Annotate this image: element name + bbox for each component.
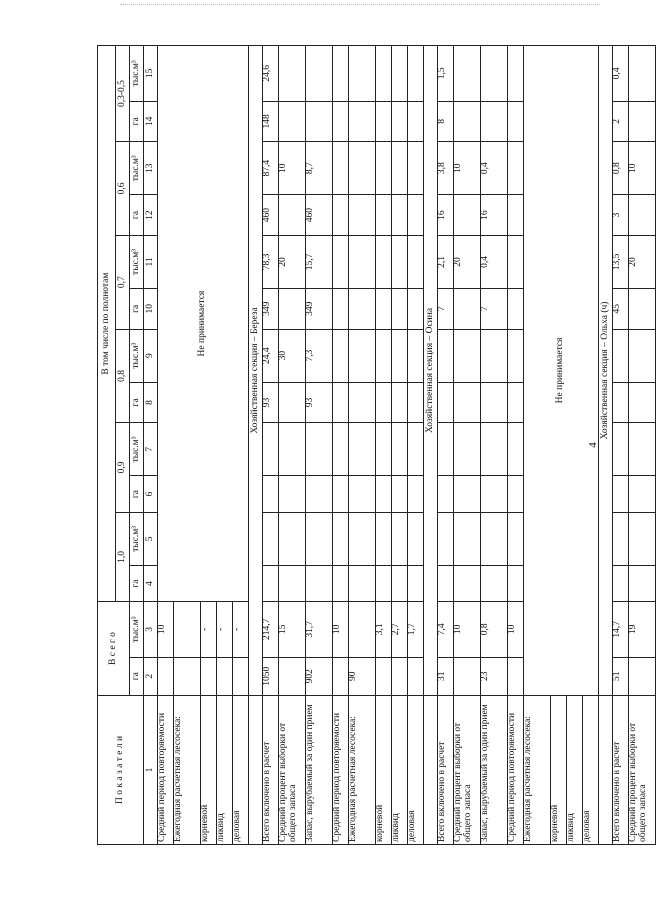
unit-volume-header: тыс.м³ <box>130 46 144 102</box>
table-row <box>392 46 408 845</box>
table-cell <box>349 235 376 288</box>
table-cell <box>508 512 524 565</box>
table-cell <box>454 382 481 422</box>
table-cell <box>279 476 306 512</box>
table-row <box>629 46 656 845</box>
table-cell: 90 <box>349 657 376 695</box>
table-cell: 7 <box>438 289 454 329</box>
row-label: деловая <box>408 695 424 844</box>
row-label: Запас, вырубаемый за один прием <box>306 695 333 844</box>
table-cell <box>263 565 279 601</box>
column-number: 1 <box>144 695 158 844</box>
table-cell <box>279 565 306 601</box>
table-cell <box>408 101 424 141</box>
table-cell: 20 <box>279 235 306 288</box>
table-cell <box>438 382 454 422</box>
row-label: Всего включено в расчет <box>613 695 629 844</box>
table-cell: 23 <box>481 657 508 695</box>
table-row <box>349 46 376 845</box>
table-cell <box>408 235 424 288</box>
table-row <box>454 46 481 845</box>
table-cell: 93 <box>306 382 333 422</box>
table-cell <box>408 565 424 601</box>
column-number: 9 <box>144 329 158 382</box>
table-cell <box>376 195 392 235</box>
density-header: 0,7 <box>116 235 130 329</box>
table-cell <box>306 476 333 512</box>
table-cell <box>454 657 481 695</box>
table-cell <box>349 46 376 102</box>
table-cell <box>349 329 376 382</box>
table-cell <box>629 565 656 601</box>
table-cell <box>376 657 392 695</box>
table-cell <box>408 382 424 422</box>
table-cell <box>306 46 333 102</box>
table-cell <box>408 46 424 102</box>
section-title: Хозяйственная секция – Береза <box>249 46 263 696</box>
table-cell <box>306 512 333 565</box>
table-row <box>263 46 279 845</box>
table-row <box>438 46 454 845</box>
row-label: Всего включено в расчет <box>263 695 279 844</box>
indicators-header: П о к а з а т е л и <box>98 695 144 844</box>
table-cell: 0,4 <box>481 235 508 288</box>
table-cell <box>376 101 392 141</box>
table-cell <box>201 657 217 695</box>
row-label: корневой <box>376 695 392 844</box>
table-row <box>524 46 551 845</box>
density-header: 1,0 <box>116 512 130 601</box>
table-cell <box>392 423 408 476</box>
page-number: 4 <box>587 442 599 448</box>
table-cell <box>629 329 656 382</box>
table-cell <box>454 195 481 235</box>
table-cell <box>454 46 481 102</box>
total-header: В с е г о <box>98 602 130 696</box>
table-cell <box>376 329 392 382</box>
table-cell: 19 <box>629 602 656 657</box>
density-header: 0,3-0,5 <box>116 46 130 142</box>
table-cell <box>392 142 408 195</box>
table-cell: 10 <box>454 142 481 195</box>
table-row <box>333 46 349 845</box>
table-cell <box>629 46 656 102</box>
table-cell <box>613 476 629 512</box>
table-cell: 15 <box>279 602 306 657</box>
table-row <box>481 46 508 845</box>
table-cell <box>279 289 306 329</box>
table-cell: 10 <box>279 142 306 195</box>
table-row <box>508 46 524 845</box>
table-cell <box>158 657 174 695</box>
rotated-table-wrapper <box>97 45 648 845</box>
table-cell: 1,5 <box>438 46 454 102</box>
table-cell <box>392 382 408 422</box>
row-label: Средний период повторяемости <box>158 695 174 844</box>
table-cell: 30 <box>279 329 306 382</box>
table-cell <box>376 46 392 102</box>
row-label: ликвид <box>392 695 408 844</box>
row-label: Средний процент выборки от общего запаса <box>454 695 481 844</box>
table-cell: 87,4 <box>263 142 279 195</box>
table-cell <box>392 565 408 601</box>
table-cell: 78,3 <box>263 235 279 288</box>
table-cell <box>613 382 629 422</box>
table-cell <box>454 512 481 565</box>
scan-artifact <box>120 4 600 6</box>
table-cell <box>438 565 454 601</box>
table-cell <box>333 142 349 195</box>
column-number: 10 <box>144 289 158 329</box>
table-cell <box>263 512 279 565</box>
table-cell <box>481 329 508 382</box>
unit-ha-header: га <box>130 657 144 695</box>
table-cell: 45 <box>613 289 629 329</box>
table-cell <box>279 195 306 235</box>
table-cell <box>333 565 349 601</box>
table-cell <box>629 382 656 422</box>
table-cell <box>174 602 201 657</box>
table-cell <box>408 195 424 235</box>
table-cell <box>629 101 656 141</box>
table-cell <box>376 235 392 288</box>
column-number: 3 <box>144 602 158 657</box>
table-cell <box>481 423 508 476</box>
table-cell <box>333 46 349 102</box>
table-cell <box>263 476 279 512</box>
row-label: Средний период повторяемости <box>333 695 349 844</box>
table-cell <box>333 329 349 382</box>
row-label: деловая <box>233 695 249 844</box>
by-density-header: В том числе по полнотам <box>98 46 116 602</box>
table-row <box>158 46 174 845</box>
table-cell <box>508 382 524 422</box>
table-cell: 460 <box>306 195 333 235</box>
table-cell: 3,1 <box>376 602 392 657</box>
table-cell <box>508 46 524 102</box>
table-cell: 460 <box>263 195 279 235</box>
table-cell <box>508 195 524 235</box>
table-cell <box>376 142 392 195</box>
table-cell <box>408 512 424 565</box>
table-cell: 13,5 <box>613 235 629 288</box>
table-cell: 20 <box>629 235 656 288</box>
table-cell <box>349 382 376 422</box>
table-cell <box>454 423 481 476</box>
unit-ha-header: га <box>130 382 144 422</box>
table-cell <box>279 423 306 476</box>
table-cell: 349 <box>306 289 333 329</box>
column-number: 2 <box>144 657 158 695</box>
table-cell <box>333 195 349 235</box>
table-cell <box>481 476 508 512</box>
table-cell: 20 <box>454 235 481 288</box>
row-label: Всего включено в расчет <box>438 695 454 844</box>
table-cell <box>279 382 306 422</box>
table-cell <box>349 602 376 657</box>
table-cell <box>279 512 306 565</box>
table-cell <box>376 512 392 565</box>
table-cell <box>333 512 349 565</box>
table-cell: 2,1 <box>438 235 454 288</box>
table-cell: 8,7 <box>306 142 333 195</box>
table-cell: 51 <box>613 657 629 695</box>
table-cell <box>629 512 656 565</box>
table-cell: 349 <box>263 289 279 329</box>
column-number: 6 <box>144 476 158 512</box>
table-cell: 15,7 <box>306 235 333 288</box>
row-label: Средний процент выборки от общего запаса <box>629 695 656 844</box>
table-cell <box>392 329 408 382</box>
row-label: Средний процент выборки от общего запаса <box>279 695 306 844</box>
table-cell: 93 <box>263 382 279 422</box>
table-cell: 10 <box>158 602 174 657</box>
table-cell: 7,3 <box>306 329 333 382</box>
table-cell <box>629 476 656 512</box>
table-cell <box>392 289 408 329</box>
table-cell: - <box>201 602 217 657</box>
table-cell: 148 <box>263 101 279 141</box>
table-cell <box>392 195 408 235</box>
table-row <box>408 46 424 845</box>
table-cell <box>279 657 306 695</box>
table-cell: 2 <box>613 101 629 141</box>
unit-ha-header: га <box>130 289 144 329</box>
table-cell <box>613 512 629 565</box>
table-cell <box>392 235 408 288</box>
table-cell: 0,4 <box>613 46 629 102</box>
table-cell <box>454 101 481 141</box>
table-cell: 16 <box>481 195 508 235</box>
table-cell <box>508 476 524 512</box>
table-cell <box>454 329 481 382</box>
table-cell <box>333 423 349 476</box>
section-row <box>424 46 438 845</box>
column-number: 7 <box>144 423 158 476</box>
table-cell <box>333 289 349 329</box>
table-cell: 10 <box>508 602 524 657</box>
section-row <box>599 46 613 845</box>
row-label: ликвид <box>217 695 233 844</box>
table-cell <box>408 657 424 695</box>
table-cell <box>279 101 306 141</box>
unit-ha-header: га <box>130 565 144 601</box>
table-cell <box>438 476 454 512</box>
row-label: Ежегодная расчетная лесосека: <box>174 695 201 844</box>
table-cell: 0,4 <box>481 142 508 195</box>
table-cell <box>408 142 424 195</box>
density-header: 0,6 <box>116 142 130 236</box>
unit-volume-header: тыс.м³ <box>130 602 144 657</box>
table-cell: 8 <box>438 101 454 141</box>
row-label: Запас, вырубаемый за один прием <box>481 695 508 844</box>
table-cell: 16 <box>438 195 454 235</box>
table-cell <box>408 289 424 329</box>
unit-volume-header: тыс.м³ <box>130 142 144 195</box>
table-cell <box>613 423 629 476</box>
section-row <box>249 46 263 845</box>
table-cell <box>481 512 508 565</box>
row-label: Ежегодная расчетная лесосека: <box>524 695 551 844</box>
table-cell: 14,7 <box>613 602 629 657</box>
section-title: Хозяйственная секция – Осина <box>424 46 438 696</box>
table-cell: 0,8 <box>481 602 508 657</box>
row-label: корневой <box>551 695 567 844</box>
table-cell: 10 <box>454 602 481 657</box>
table-cell <box>408 476 424 512</box>
table-cell <box>629 289 656 329</box>
table-cell: 214,7 <box>263 602 279 657</box>
row-label: корневой <box>201 695 217 844</box>
table-cell: 0,8 <box>613 142 629 195</box>
table-cell: 1,7 <box>408 602 424 657</box>
unit-ha-header: га <box>130 101 144 141</box>
unit-volume-header: тыс.м³ <box>130 423 144 476</box>
table-cell <box>629 657 656 695</box>
row-label: Ежегодная расчетная лесосека: <box>349 695 376 844</box>
column-number: 4 <box>144 565 158 601</box>
row-label: Средний период повторяемости <box>508 695 524 844</box>
unit-volume-header: тыс.м³ <box>130 329 144 382</box>
table-cell <box>349 423 376 476</box>
not-accepted-note: Не принимается <box>524 46 599 696</box>
table-cell <box>508 289 524 329</box>
column-number: 5 <box>144 512 158 565</box>
table-cell: - <box>233 602 249 657</box>
table-cell <box>408 329 424 382</box>
column-number: 12 <box>144 195 158 235</box>
table-cell <box>392 476 408 512</box>
density-header: 0,9 <box>116 423 130 512</box>
table-cell: 31,7 <box>306 602 333 657</box>
table-cell <box>263 423 279 476</box>
table-cell <box>376 289 392 329</box>
table-cell: 3,8 <box>438 142 454 195</box>
table-cell: 7 <box>481 289 508 329</box>
table-cell <box>392 101 408 141</box>
table-cell <box>508 565 524 601</box>
table-cell: 3 <box>613 195 629 235</box>
table-cell <box>349 142 376 195</box>
table-cell: 10 <box>629 142 656 195</box>
table-cell <box>349 289 376 329</box>
table-cell <box>349 476 376 512</box>
table-cell <box>279 46 306 102</box>
allowable-cut-table <box>97 45 656 845</box>
unit-volume-header: тыс.м³ <box>130 235 144 288</box>
table-cell <box>481 382 508 422</box>
unit-ha-header: га <box>130 195 144 235</box>
table-cell: - <box>217 602 233 657</box>
table-cell <box>174 657 201 695</box>
table-cell: 902 <box>306 657 333 695</box>
table-cell <box>454 289 481 329</box>
table-cell <box>508 657 524 695</box>
row-label: ликвид <box>567 695 583 844</box>
table-cell <box>481 101 508 141</box>
unit-ha-header: га <box>130 476 144 512</box>
column-number: 13 <box>144 142 158 195</box>
table-cell <box>508 142 524 195</box>
table-cell <box>438 512 454 565</box>
table-cell <box>629 195 656 235</box>
table-cell <box>349 101 376 141</box>
table-cell <box>392 657 408 695</box>
table-cell: 2,7 <box>392 602 408 657</box>
column-number: 11 <box>144 235 158 288</box>
table-cell <box>349 195 376 235</box>
table-cell <box>508 235 524 288</box>
table-cell: 31 <box>438 657 454 695</box>
table-row <box>376 46 392 845</box>
table-cell: 24,6 <box>263 46 279 102</box>
table-cell <box>629 423 656 476</box>
table-cell <box>217 657 233 695</box>
table-cell <box>376 476 392 512</box>
table-cell <box>306 423 333 476</box>
table-cell <box>438 423 454 476</box>
column-number: 8 <box>144 382 158 422</box>
table-cell <box>408 423 424 476</box>
table-cell <box>349 512 376 565</box>
table-cell: 10 <box>333 602 349 657</box>
table-cell <box>454 565 481 601</box>
unit-volume-header: тыс.м³ <box>130 512 144 565</box>
table-cell <box>508 329 524 382</box>
table-cell <box>349 565 376 601</box>
table-cell <box>392 512 408 565</box>
table-cell <box>438 329 454 382</box>
table-cell <box>333 382 349 422</box>
table-cell <box>333 235 349 288</box>
table-cell <box>376 423 392 476</box>
table-cell <box>613 329 629 382</box>
table-row <box>279 46 306 845</box>
not-accepted-note: Не принимается <box>158 46 249 602</box>
table-cell <box>233 657 249 695</box>
table-cell <box>481 46 508 102</box>
table-row <box>306 46 333 845</box>
table-cell <box>392 46 408 102</box>
column-number: 15 <box>144 46 158 102</box>
table-cell: 1050 <box>263 657 279 695</box>
section-title: Хозяйственная секция – Ольха (ч) <box>599 46 613 696</box>
table-cell <box>613 565 629 601</box>
table-cell <box>306 565 333 601</box>
table-row <box>613 46 629 845</box>
table-cell <box>333 657 349 695</box>
table-cell <box>376 382 392 422</box>
table-cell <box>333 476 349 512</box>
table-cell <box>508 101 524 141</box>
table-cell <box>454 476 481 512</box>
table-cell <box>306 101 333 141</box>
density-header: 0,8 <box>116 329 130 423</box>
table-cell <box>376 565 392 601</box>
table-cell <box>481 565 508 601</box>
table-cell <box>333 101 349 141</box>
table-cell: 24,4 <box>263 329 279 382</box>
row-label: деловая <box>583 695 599 844</box>
table-cell: 7,4 <box>438 602 454 657</box>
table-cell <box>508 423 524 476</box>
column-number: 14 <box>144 101 158 141</box>
